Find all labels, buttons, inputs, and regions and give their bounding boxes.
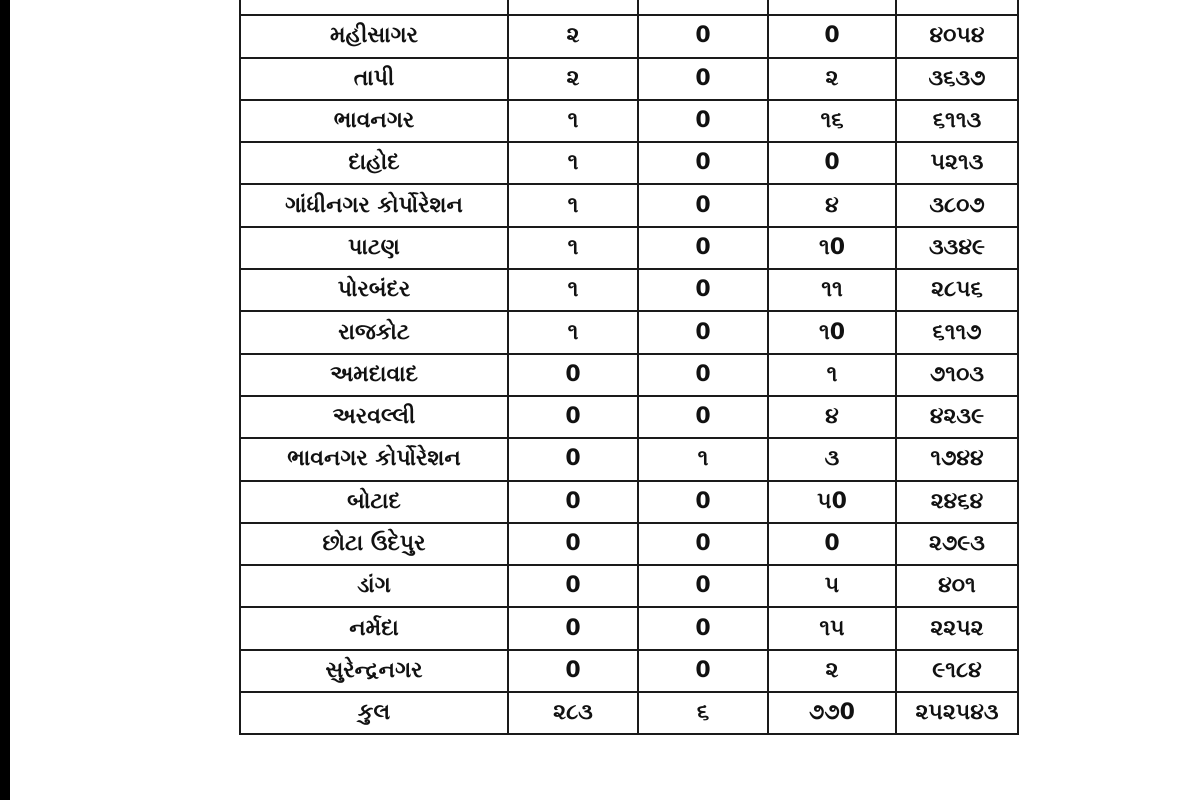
district-name-cell: રાજકોટ [240, 311, 508, 353]
table-row [240, 100, 1018, 142]
count-col3-cell: ૧0 [768, 311, 896, 353]
count-col2-cell: ૧ [638, 438, 768, 480]
count-col2-cell: 0 [638, 269, 768, 311]
table-row [240, 481, 1018, 523]
count-col4-cell [896, 0, 1018, 15]
count-col3-cell: ૧0 [768, 227, 896, 269]
district-name-cell: સુરેન્દ્રનગર [240, 650, 508, 692]
count-col3-cell: ૫ [768, 565, 896, 607]
count-col2-cell: 0 [638, 481, 768, 523]
district-name-cell: પાટણ [240, 227, 508, 269]
count-col2-cell: 0 [638, 227, 768, 269]
table-row [240, 354, 1018, 396]
district-name-cell: તાપી [240, 58, 508, 100]
district-name-cell: છોટા ઉદેપુર [240, 523, 508, 565]
district-table-container [239, 0, 1019, 735]
count-col4-cell: ૨૪૬૪ [896, 481, 1018, 523]
count-col3-cell: ૪ [768, 184, 896, 226]
table-row [240, 396, 1018, 438]
count-col3-cell: ૧૬ [768, 100, 896, 142]
count-col3-cell: ૭૭0 [768, 692, 896, 734]
total-row [240, 692, 1018, 734]
district-name-cell: ભાવનગર [240, 100, 508, 142]
count-col4-cell: ૧૭૪૪ [896, 438, 1018, 480]
district-statistics-table [239, 0, 1019, 735]
count-col2-cell: 0 [638, 142, 768, 184]
count-col3-cell: ૨ [768, 58, 896, 100]
count-col2-cell: 0 [638, 15, 768, 57]
district-name-cell: બોટાદ [240, 481, 508, 523]
count-col2-cell: 0 [638, 396, 768, 438]
count-col3-cell: ૨ [768, 650, 896, 692]
table-row [240, 650, 1018, 692]
count-col1-cell: 0 [508, 481, 638, 523]
count-col1-cell: 0 [508, 354, 638, 396]
table-row [240, 269, 1018, 311]
count-col1-cell: 0 [508, 438, 638, 480]
viewer-edge-bar [0, 0, 10, 800]
count-col2-cell: 0 [638, 58, 768, 100]
count-col4-cell: ૬૧૧૩ [896, 100, 1018, 142]
count-col2-cell: 0 [638, 607, 768, 649]
count-col1-cell: ૨ [508, 15, 638, 57]
district-name-cell: ડાંગ [240, 565, 508, 607]
count-col4-cell: ૯૧૮૪ [896, 650, 1018, 692]
count-col2-cell: 0 [638, 100, 768, 142]
count-col4-cell: ૨૭૯૩ [896, 523, 1018, 565]
count-col2-cell: 0 [638, 184, 768, 226]
count-col1-cell: ૧ [508, 311, 638, 353]
count-col4-cell: ૭૧૦૩ [896, 354, 1018, 396]
count-col3-cell [768, 0, 896, 15]
count-col3-cell: ૧૧ [768, 269, 896, 311]
count-col1-cell: ૨૮૩ [508, 692, 638, 734]
count-col3-cell: ૩ [768, 438, 896, 480]
count-col1-cell: 0 [508, 607, 638, 649]
district-name-cell: ગાંધીનગર કોર્પોરેશન [240, 184, 508, 226]
count-col1-cell: 0 [508, 396, 638, 438]
count-col2-cell: 0 [638, 650, 768, 692]
count-col4-cell: ૩૮૦૭ [896, 184, 1018, 226]
table-row [240, 523, 1018, 565]
count-col2-cell: 0 [638, 311, 768, 353]
count-col4-cell: ૩૬૩૭ [896, 58, 1018, 100]
count-col4-cell: ૨૨૫૨ [896, 607, 1018, 649]
count-col1-cell: 0 [508, 523, 638, 565]
count-col4-cell: ૨૮૫૬ [896, 269, 1018, 311]
count-col4-cell: ૫૨૧૩ [896, 142, 1018, 184]
district-name-cell: દાહોદ [240, 142, 508, 184]
count-col1-cell: ૨ [508, 58, 638, 100]
count-col4-cell: ૪૦૧ [896, 565, 1018, 607]
count-col4-cell: ૩૩૪૯ [896, 227, 1018, 269]
district-name-cell: ભાવનગર કોર્પોરેશન [240, 438, 508, 480]
count-col4-cell: ૨૫૨૫૪૩ [896, 692, 1018, 734]
count-col3-cell: ૧૫ [768, 607, 896, 649]
count-col2-cell: 0 [638, 354, 768, 396]
table-row [240, 184, 1018, 226]
count-col1-cell: ૧ [508, 184, 638, 226]
count-col1-cell [508, 0, 638, 15]
count-col3-cell: 0 [768, 142, 896, 184]
table-row [240, 311, 1018, 353]
count-col2-cell [638, 0, 768, 15]
table-row [240, 565, 1018, 607]
count-col1-cell: ૧ [508, 100, 638, 142]
district-name-cell: નર્મદા [240, 607, 508, 649]
count-col3-cell: 0 [768, 15, 896, 57]
count-col3-cell: ૪ [768, 396, 896, 438]
district-name-cell: કુલ [240, 692, 508, 734]
table-row [240, 0, 1018, 15]
district-name-cell: અરવલ્લી [240, 396, 508, 438]
district-name-cell [240, 0, 508, 15]
count-col3-cell: ૫0 [768, 481, 896, 523]
count-col1-cell: ૧ [508, 142, 638, 184]
count-col2-cell: 0 [638, 523, 768, 565]
count-col1-cell: 0 [508, 565, 638, 607]
count-col3-cell: 0 [768, 523, 896, 565]
table-row [240, 438, 1018, 480]
table-body [240, 0, 1018, 734]
table-row [240, 15, 1018, 57]
table-row [240, 227, 1018, 269]
count-col4-cell: ૬૧૧૭ [896, 311, 1018, 353]
count-col1-cell: ૧ [508, 227, 638, 269]
district-name-cell: અમદાવાદ [240, 354, 508, 396]
table-row [240, 142, 1018, 184]
count-col2-cell: 0 [638, 565, 768, 607]
count-col4-cell: ૪૦૫૪ [896, 15, 1018, 57]
district-name-cell: મહીસાગર [240, 15, 508, 57]
count-col1-cell: ૧ [508, 269, 638, 311]
table-row [240, 58, 1018, 100]
district-name-cell: પોરબંદર [240, 269, 508, 311]
count-col4-cell: ૪૨૩૯ [896, 396, 1018, 438]
table-row [240, 607, 1018, 649]
count-col2-cell: ૬ [638, 692, 768, 734]
count-col3-cell: ૧ [768, 354, 896, 396]
count-col1-cell: 0 [508, 650, 638, 692]
